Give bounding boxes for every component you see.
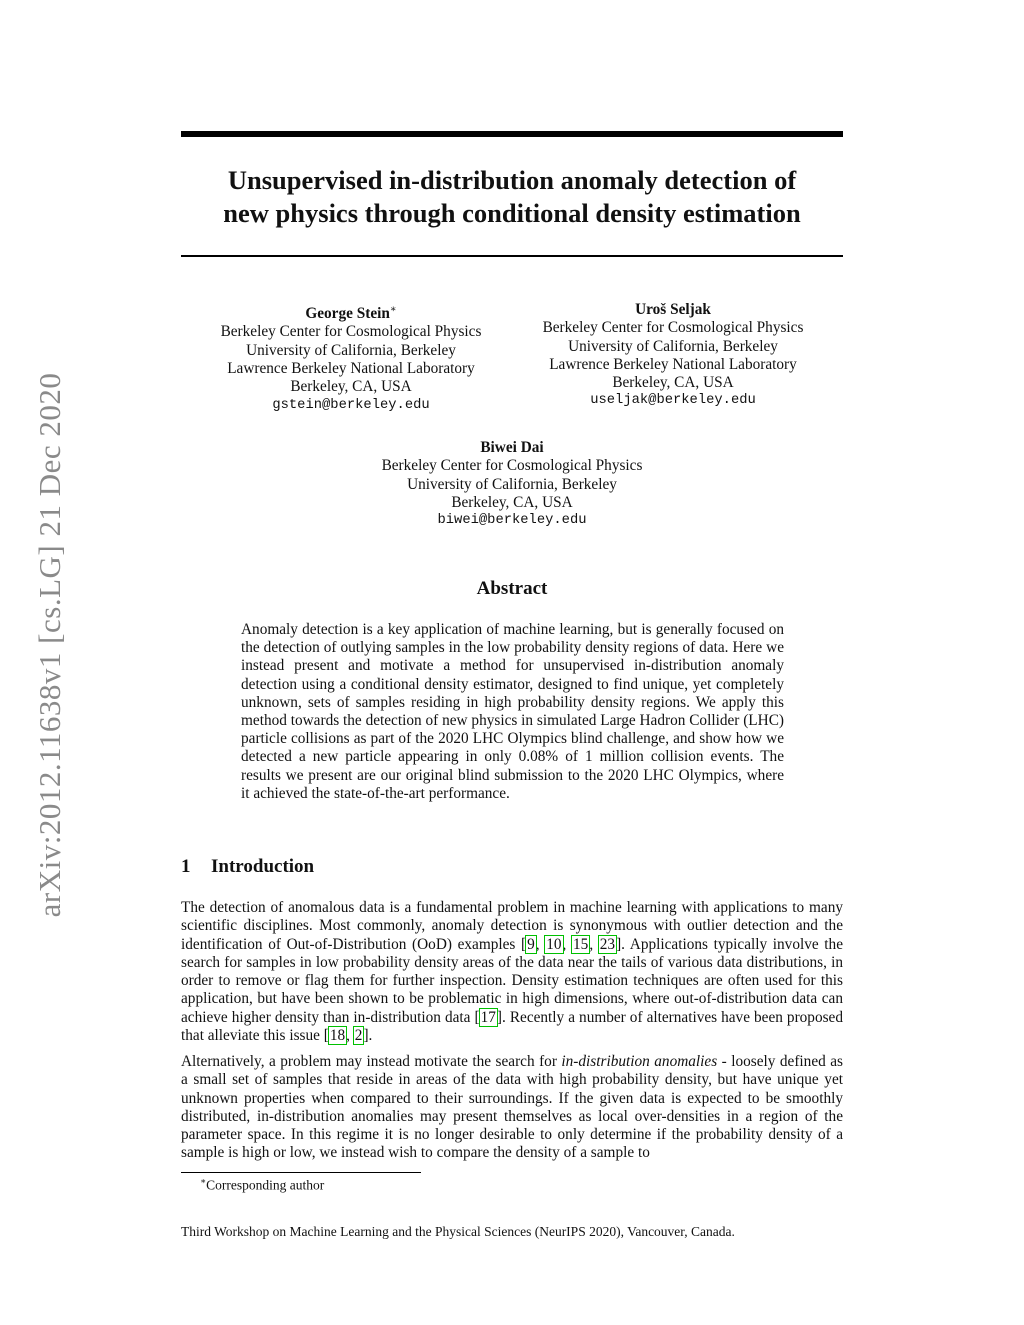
title-line-1: Unsupervised in-distribution anomaly detection of (227, 165, 797, 195)
author-block-dai (347, 439, 677, 530)
citation-link[interactable]: 15 (573, 935, 589, 953)
intro-paragraph-2: Alternatively, a problem may instead motivate the search for in-distribution anomalies - loosely defined as a small set of samples that reside in areas of the data with high probability density, but have unique yet unknown properties when compared to their surroundings. If the given data is expected to be smoothly distributed, in-distribution anomalies may present themselves as local over-densities in a region of the parameter space. In this regime it is no longer desirable to only determine if the probability density of a sample is high or low, we instead wish to compare the density of a sample to (181, 1053, 843, 1162)
footnote-text: Corresponding author (206, 1177, 325, 1193)
author-affiliation: Berkeley Center for Cosmological Physics (542, 319, 804, 337)
author-block-stein (186, 301, 516, 415)
footnote-mark: ∗ (200, 1176, 207, 1186)
venue-footer: Third Workshop on Machine Learning and the Physical Sciences (NeurIPS 2020), Vancouver, Canada. (181, 1224, 735, 1239)
author-affiliation: Berkeley Center for Cosmological Physics (220, 323, 482, 341)
title-top-rule (181, 131, 843, 137)
intro-paragraph-1: The detection of anomalous data is a fundamental problem in machine learning with applications to many scientific disciplines. Most commonly, anomaly detection is synonymous with outlier detection and the identification of Out-of-Distribution (OoD) examples [9, 10, 15, 23]. Applications typically involve the search for samples in low probability density areas of the data near the tails of various data distributions, in order to remove or flag them for further inspection. Density estimation techniques are often used for this application, but have been shown to be problematic in high dimensions, where out-of-distribution data can achieve higher density than in-distribution data [17]. Recently a number of alternatives have been proposed that alleviate this issue [18, 2]. (181, 899, 843, 1045)
author-affiliation: Berkeley, CA, USA (290, 378, 412, 396)
author-affiliation: Berkeley, CA, USA (451, 493, 573, 511)
citation-link[interactable]: 2 (354, 1027, 363, 1045)
citation-link[interactable]: 10 (546, 935, 562, 953)
footnote (200, 1176, 324, 1194)
author-footnote-mark: ∗ (389, 304, 397, 315)
section-number: 1 (181, 856, 191, 877)
author-affiliation: Lawrence Berkeley National Laboratory (227, 359, 475, 377)
abstract-text: Anomaly detection is a key application of machine learning, but is generally focused on the detection of outlying samples in the low probability density regions of data. Here we instead present and motivate a method for unsupervised in-distribution anomaly detection using a conditional density estimator, designed to find unique, yet completely unknown, sets of samples residing in high probability density regions. We apply this method towards the detection of new physics in simulated Large Hadron Collider (LHC) particle collisions as part of the 2020 LHC Olympics blind challenge, and show how we detected a new particle appearing in only 0.08% of 1 million collision events. The results we present are our original blind submission to the 2020 LHC Olympics, where it achieved the state-of-the-art performance. (241, 621, 784, 802)
title-line-2: new physics through conditional density estimation (223, 198, 801, 228)
author-affiliation: University of California, Berkeley (568, 337, 778, 355)
author-affiliation: Lawrence Berkeley National Laboratory (549, 355, 797, 373)
author-name: George Stein∗ (305, 304, 397, 323)
author-name: Biwei Dai (480, 439, 544, 456)
section-heading (181, 856, 314, 878)
author-block-seljak (508, 301, 838, 411)
author-affiliation: Berkeley Center for Cosmological Physics (381, 457, 643, 475)
citation-link[interactable]: 17 (480, 1008, 496, 1026)
citation-link[interactable]: 9 (527, 935, 535, 953)
emphasis-term: in-distribution anomalies (561, 1053, 718, 1070)
author-affiliation: University of California, Berkeley (246, 341, 456, 359)
author-email[interactable]: biwei@berkeley.edu (437, 513, 587, 529)
citation-link[interactable]: 23 (599, 935, 616, 953)
author-affiliation: Berkeley, CA, USA (612, 374, 734, 392)
author-email[interactable]: gstein@berkeley.edu (272, 397, 430, 413)
arxiv-stamp: arXiv:2012.11638v1 [cs.LG] 21 Dec 2020 (32, 372, 67, 918)
paper-title (181, 164, 843, 230)
footnote-rule (181, 1172, 421, 1173)
abstract-heading: Abstract (476, 578, 548, 599)
author-affiliation: University of California, Berkeley (407, 475, 617, 493)
citation-link[interactable]: 18 (329, 1027, 346, 1045)
author-email[interactable]: useljak@berkeley.edu (590, 393, 756, 409)
author-name: Uroš Seljak (635, 301, 711, 318)
section-title: Introduction (211, 856, 315, 877)
title-bottom-rule (181, 255, 843, 257)
